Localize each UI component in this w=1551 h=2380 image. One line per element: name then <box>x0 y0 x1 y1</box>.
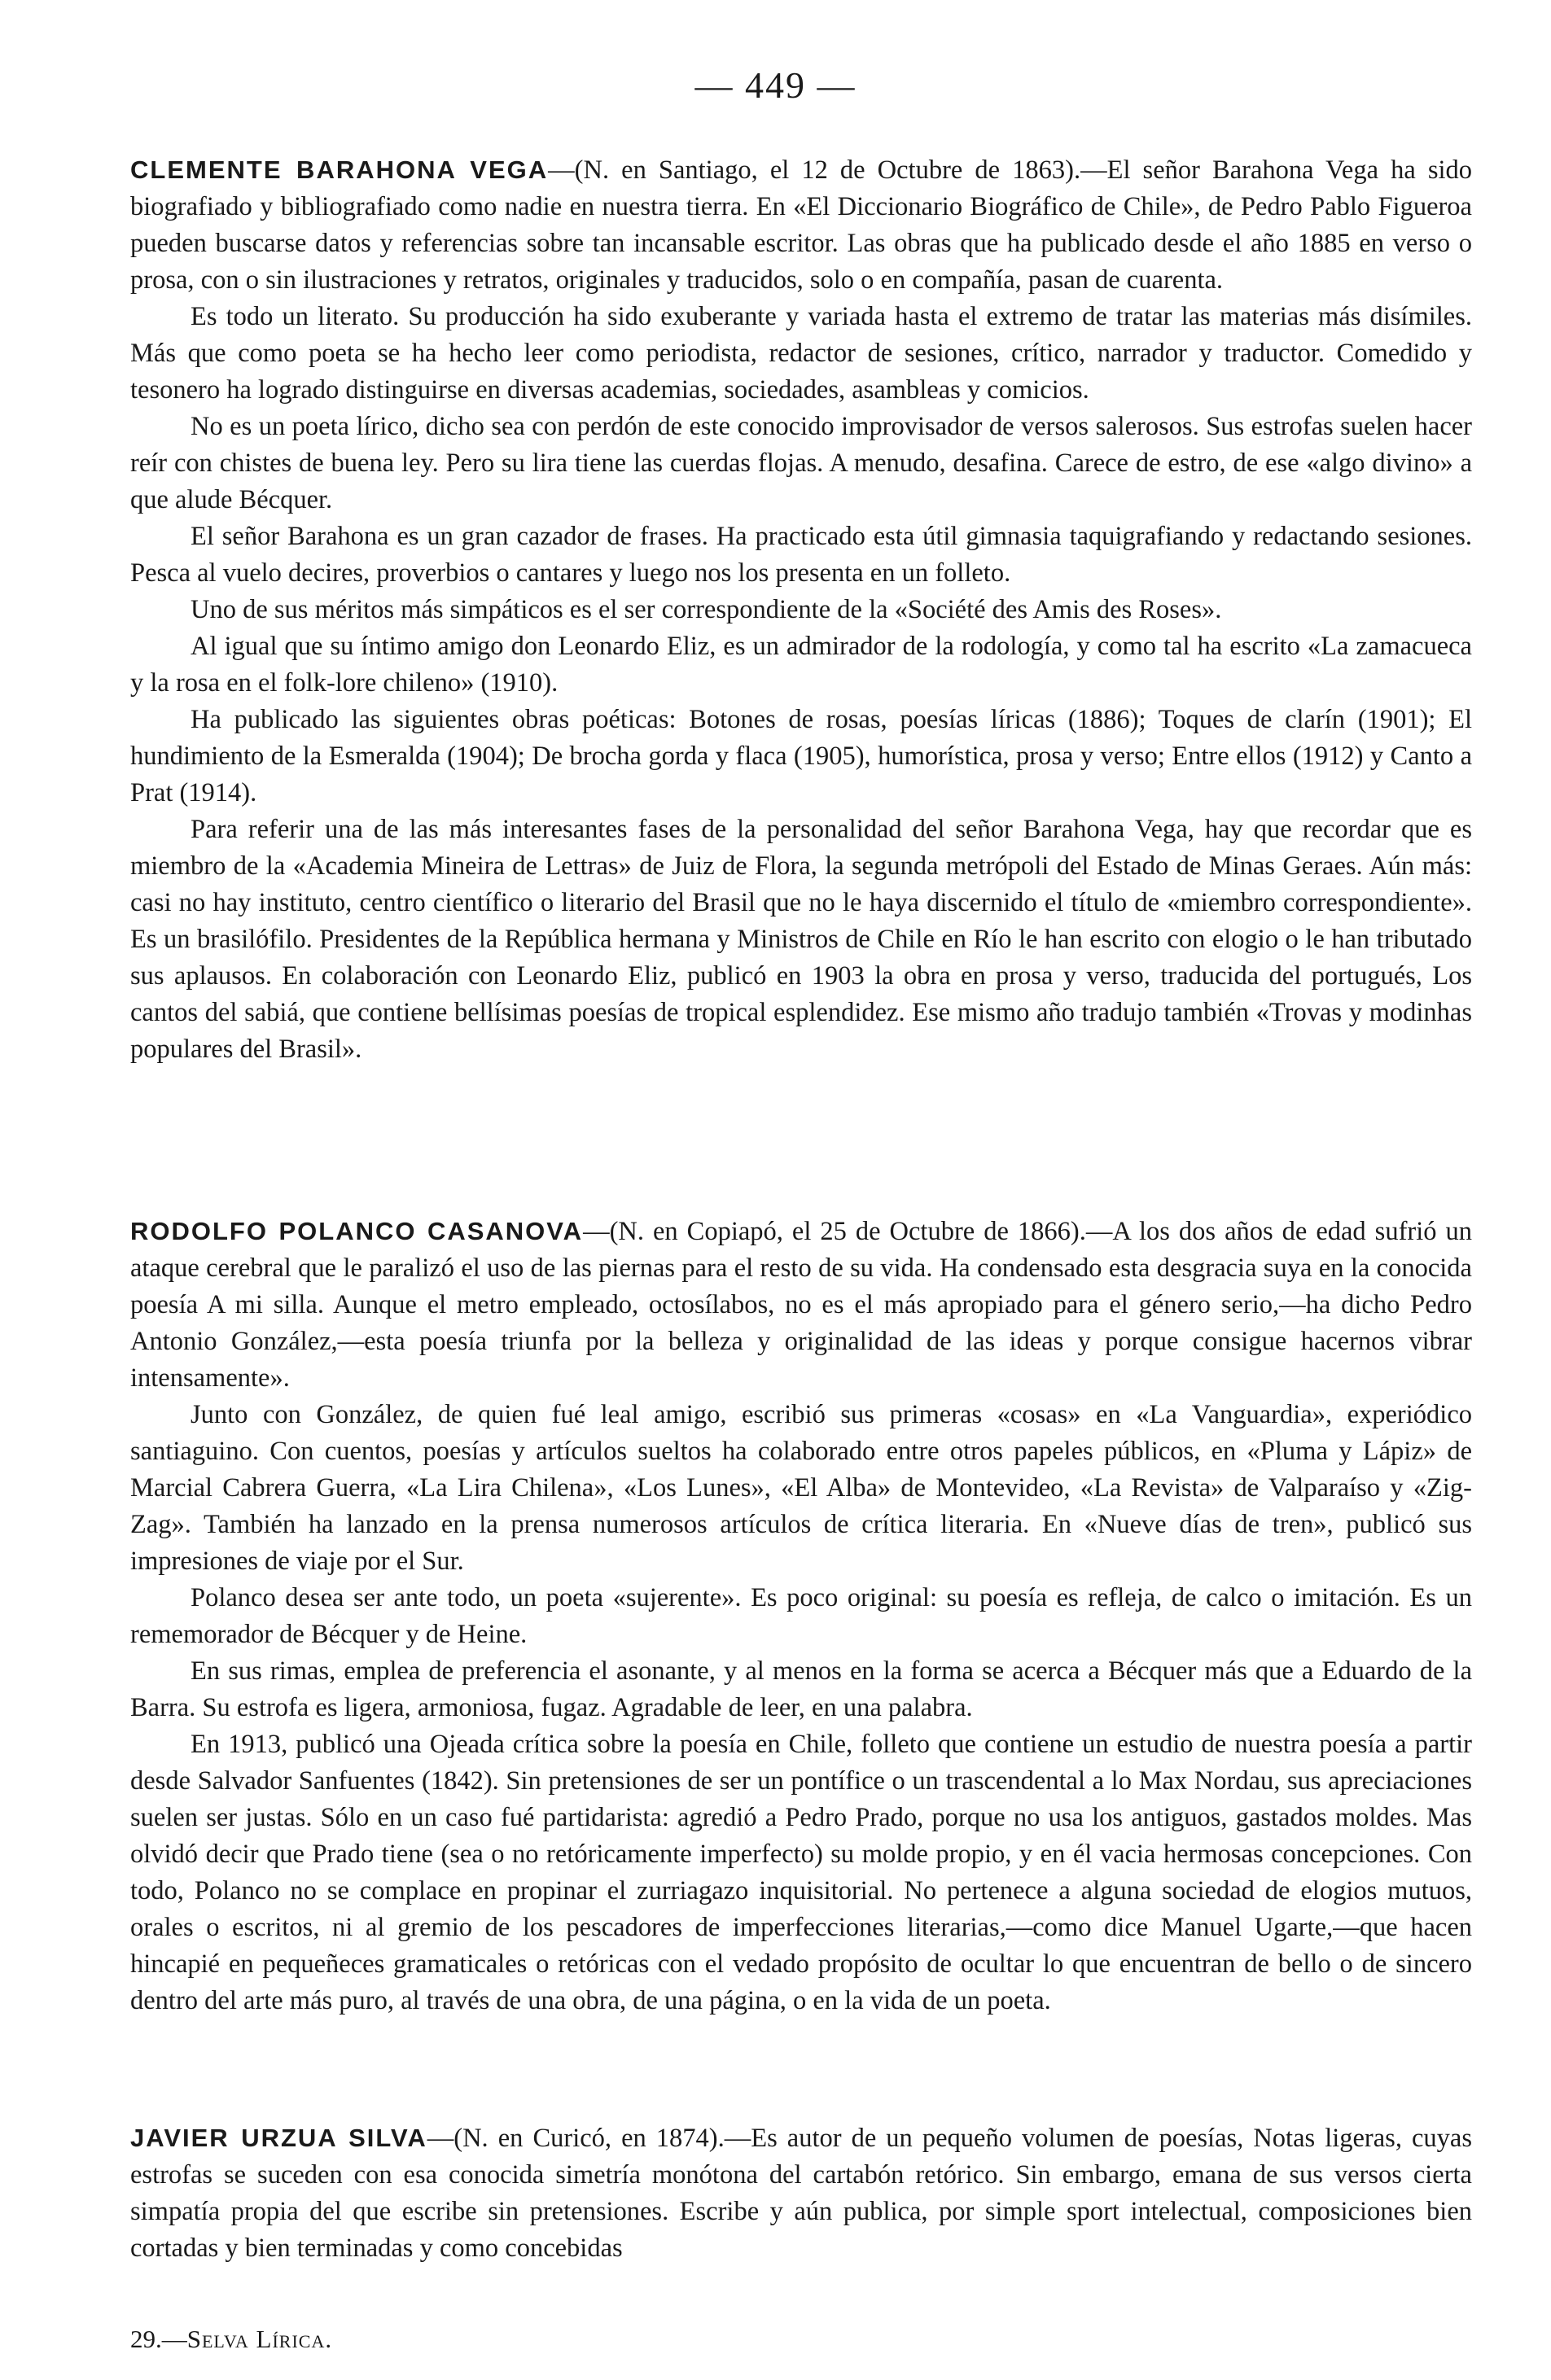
entry-paragraph: En sus rimas, emplea de preferencia el asonante, y al menos en la forma se acerca a Bécquer más que a Eduardo de la Barra. Su estrofa es ligera, armoniosa, fugaz. Agradable de leer, en una palabra. <box>130 1656 1472 1722</box>
entry-paragraph <box>130 151 1472 299</box>
signature-title: Selva Lírica. <box>186 2325 333 2353</box>
entry-paragraph: En 1913, publicó una Ojeada crítica sobre la poesía en Chile, folleto que contiene un estudio de nuestra poesía a partir desde Salvador Sanfuentes (1842). Sin pretensiones de ser un pontífice o un trascendental a lo Max Nordau, sus apreciaciones suelen ser justas. Sólo en un caso fué partidarista: agredió a Pedro Prado, porque no usa los antiguos, gastados moldes. Mas olvidó decir que Prado tiene (sea o no retóricamente imperfecto) su molde propio, y en él vacia hermosas concepciones. Con todo, Polanco no se complace en propinar el zurriagazo inquisitorial. No pertenece a alguna sociedad de elogios mutuos, orales o escritos, ni al gremio de los pescadores de imperfecciones literarias,—como dice Manuel Ugarte,—que hacen hincapié en pequeñeces gramaticales o retóricas con el vedado propósito de ocultar lo que encuentran de bello o de sincero dentro del arte más puro, al través de una obra, de una página, o en la vida de un poeta. <box>130 1730 1472 2015</box>
entry-paragraph: El señor Barahona es un gran cazador de frases. Ha practicado esta útil gimnasia taquigrafiando y redactando sesiones. Pesca al vuelo decires, proverbios o cantares y luego nos los presenta en un folleto. <box>130 522 1472 588</box>
entry-paragraph: Para referir una de las más interesantes fases de la personalidad del señor Barahona Vega, hay que recordar que es miembro de la «Academia Mineira de Lettras» de Juiz de Flora, la segunda metrópoli del Estado de Minas Geraes. Aún más: casi no hay instituto, centro científico o literario del Brasil que no le haya discernido el título de «miembro correspondiente». Es un brasilófilo. Presidentes de la República hermana y Ministros de Chile en Río le han escrito con elogio o le han tributado sus aplausos. En colaboración con Leonardo Eliz, publicó en 1903 la obra en prosa y verso, traducida del portugués, Los cantos del sabiá, que contiene bellísimas poesías de tropical esplendidez. Ese mismo año tradujo también «Trovas y modinhas populares del Brasil». <box>130 815 1472 1064</box>
entry-paragraph <box>130 1213 1472 1397</box>
entry-paragraph: No es un poeta lírico, dicho sea con perdón de este conocido improvisador de versos salerosos. Sus estrofas suelen hacer reír con chistes de buena ley. Pero su lira tiene las cuerdas flojas. A menudo, desafina. Carece de estro, de ese «algo divino» a que alude Bécquer. <box>130 412 1472 514</box>
entry-name: CLEMENTE BARAHONA VEGA <box>130 155 549 184</box>
entry-paragraph: Uno de sus méritos más simpáticos es el ser correspondiente de la «Société des Amis des Roses». <box>191 595 1222 624</box>
entry-name: JAVIER URZUA SILVA <box>130 2124 427 2152</box>
entry-paragraph: Al igual que su íntimo amigo don Leonardo Eliz, es un admirador de la rodología, y como tal ha escrito «La zamacueca y la rosa en el folk-lore chileno» (1910). <box>130 632 1472 698</box>
page-number: — 449 — <box>694 64 857 106</box>
page-footer <box>130 2325 332 2354</box>
entry-name: RODOLFO POLANCO CASANOVA <box>130 1217 584 1245</box>
entry-urzua <box>130 2120 1472 2267</box>
entry-text: —(N. en Curicó, en 1874).—Es autor de un pequeño volumen de poesías, Notas ligeras, cuyas estrofas se suceden con esa conocida simetría monótona del cartabón retórico. Sin embargo, emana de sus versos cierta simpatía propia del que escribe sin pretensiones. Escribe y aún publica, por simple sport intelectual, composiciones bien cortadas y bien terminadas y como concebidas <box>130 2124 1472 2263</box>
entry-paragraph: Polanco desea ser ante todo, un poeta «sujerente». Es poco original: su poesía es refleja, de calco o imitación. Es un rememorador de Bécquer y de Heine. <box>130 1583 1472 1649</box>
signature-number: 29.— <box>130 2325 187 2353</box>
entry-paragraph: Es todo un literato. Su producción ha sido exuberante y variada hasta el extremo de tratar las materias más disímiles. Más que como poeta se ha hecho leer como periodista, redactor de sesiones, crítico, narrador y traductor. Comedido y tesonero ha logrado distinguirse en diversas academias, sociedades, asambleas y comicios. <box>130 302 1472 405</box>
entry-paragraph: Ha publicado las siguientes obras poéticas: Botones de rosas, poesías líricas (1886); Toques de clarín (1901); El hundimiento de la Esmeralda (1904); De brocha gorda y flaca (1905), humorística, prosa y verso; Entre ellos (1912) y Canto a Prat (1914). <box>130 705 1472 807</box>
entry-text: —(N. en Santiago, el 12 de Octubre de 1863).—El señor Barahona Vega ha sido biografiado y bibliografiado como nadie en nuestra tierra. En «El Diccionario Biográfico de Chile», de Pedro Pablo Figueroa pueden buscarse datos y referencias sobre tan incansable escritor. Las obras que ha publicado desde el año 1885 en verso o prosa, con o sin ilustraciones y retratos, originales y traducidos, solo o en compañía, pasan de cuarenta. <box>130 155 1472 295</box>
entry-barahona <box>130 151 1472 1068</box>
entry-paragraph <box>130 2120 1472 2267</box>
entry-paragraph: Junto con González, de quien fué leal amigo, escribió sus primeras «cosas» en «La Vanguardia», experiódico santiaguino. Con cuentos, poesías y artículos sueltos ha colaborado entre otros papeles públicos, en «Pluma y Lápiz» de Marcial Cabrera Guerra, «La Lira Chilena», «Los Lunes», «El Alba» de Montevideo, «La Revista» de Valparaíso y «Zig-Zag». También ha lanzado en la prensa numerosos artículos de crítica literaria. En «Nueve días de tren», publicó sus impresiones de viaje por el Sur. <box>130 1400 1472 1576</box>
entry-polanco <box>130 1213 1472 2019</box>
entry-text: —(N. en Copiapó, el 25 de Octubre de 1866).—A los dos años de edad sufrió un ataque cerebral que le paralizó el uso de las piernas para el resto de su vida. Ha condensado esta desgracia suya en la conocida poesía A mi silla. Aunque el metro empleado, octosílabos, no es el más apropiado para el género serio,—ha dicho Pedro Antonio González,—esta poesía triunfa por la belleza y originalidad de las ideas y porque consigue hacernos vibrar intensamente». <box>130 1217 1472 1393</box>
